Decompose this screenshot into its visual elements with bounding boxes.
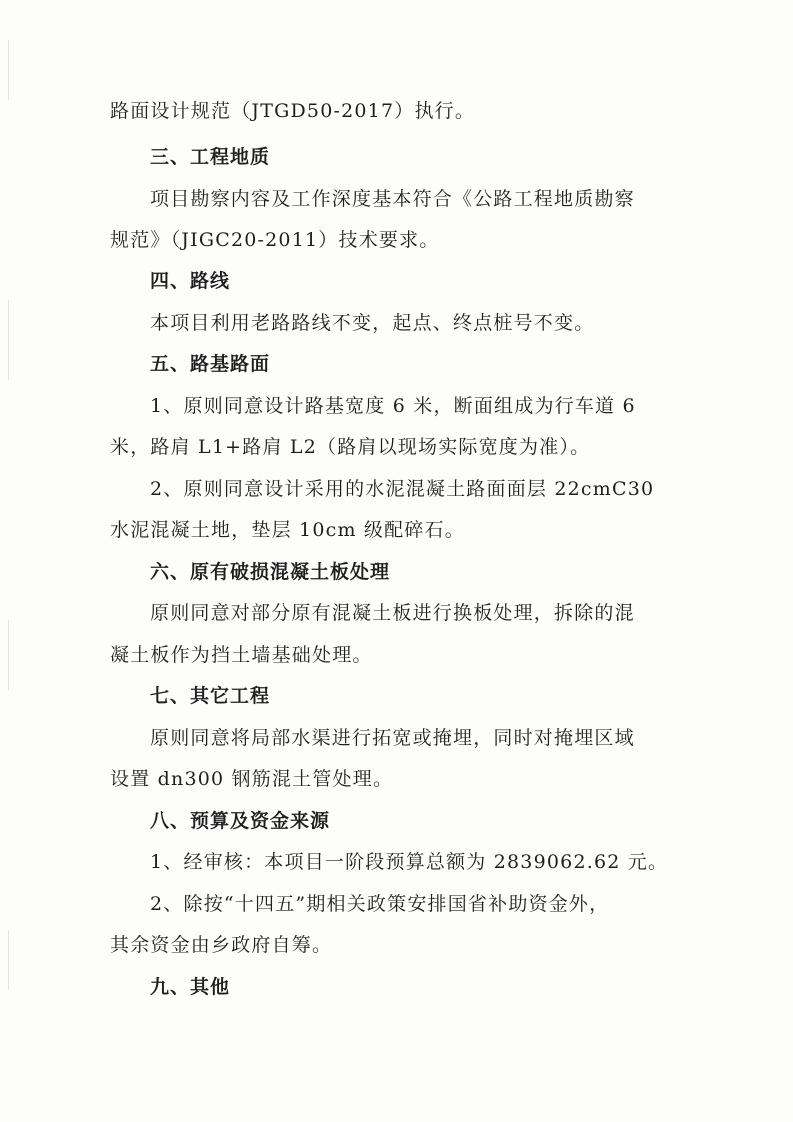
- binding-margin-mark: [8, 930, 15, 990]
- body-text-line: 设置 dn300 钢筋混土管处理。: [110, 768, 394, 790]
- section-heading-other: 九、其他: [150, 976, 231, 998]
- body-text-line: 1、经审核：本项目一阶段预算总额为 2839062.62 元。: [150, 851, 669, 873]
- body-text-line: 凝土板作为挡土墙基础处理。: [110, 644, 373, 666]
- body-text-line: 路面设计规范（JTGD50-2017）执行。: [110, 100, 476, 122]
- body-text-line: 米，路肩 L1+路肩 L2（路肩以现场实际宽度为准）。: [110, 436, 591, 458]
- body-text-line: 规范》（JIGC20-2011）技术要求。: [110, 229, 440, 251]
- body-text-line: 其余资金由乡政府自筹。: [110, 934, 333, 956]
- body-text-line: 1、原则同意设计路基宽度 6 米，断面组成为行车道 6: [150, 395, 636, 417]
- body-text-line: 本项目利用老路路线不变，起点、终点桩号不变。: [150, 312, 595, 334]
- body-text-line: 项目勘察内容及工作深度基本符合《公路工程地质勘察: [150, 188, 635, 210]
- section-heading-other-works: 七、其它工程: [150, 685, 271, 707]
- section-heading-roadbed: 五、路基路面: [150, 353, 271, 375]
- binding-margin-mark: [8, 620, 15, 690]
- body-text-line: 水泥混凝土地，垫层 10cm 级配碎石。: [110, 519, 465, 541]
- body-text-line: 原则同意对部分原有混凝土板进行换板处理，拆除的混: [150, 602, 635, 624]
- section-heading-geology: 三、工程地质: [150, 146, 271, 168]
- binding-margin-mark: [8, 300, 15, 380]
- section-heading-budget: 八、预算及资金来源: [150, 810, 331, 832]
- body-text-line: 2、原则同意设计采用的水泥混凝土路面面层 22cmC30: [150, 478, 655, 500]
- body-text-line: 2、除按“十四五”期相关政策安排国省补助资金外，: [150, 893, 610, 915]
- section-heading-route: 四、路线: [150, 270, 231, 292]
- binding-margin-mark: [8, 40, 15, 100]
- body-text-line: 原则同意将局部水渠进行拓宽或掩埋，同时对掩埋区域: [150, 727, 635, 749]
- section-heading-slab-repair: 六、原有破损混凝土板处理: [150, 561, 391, 583]
